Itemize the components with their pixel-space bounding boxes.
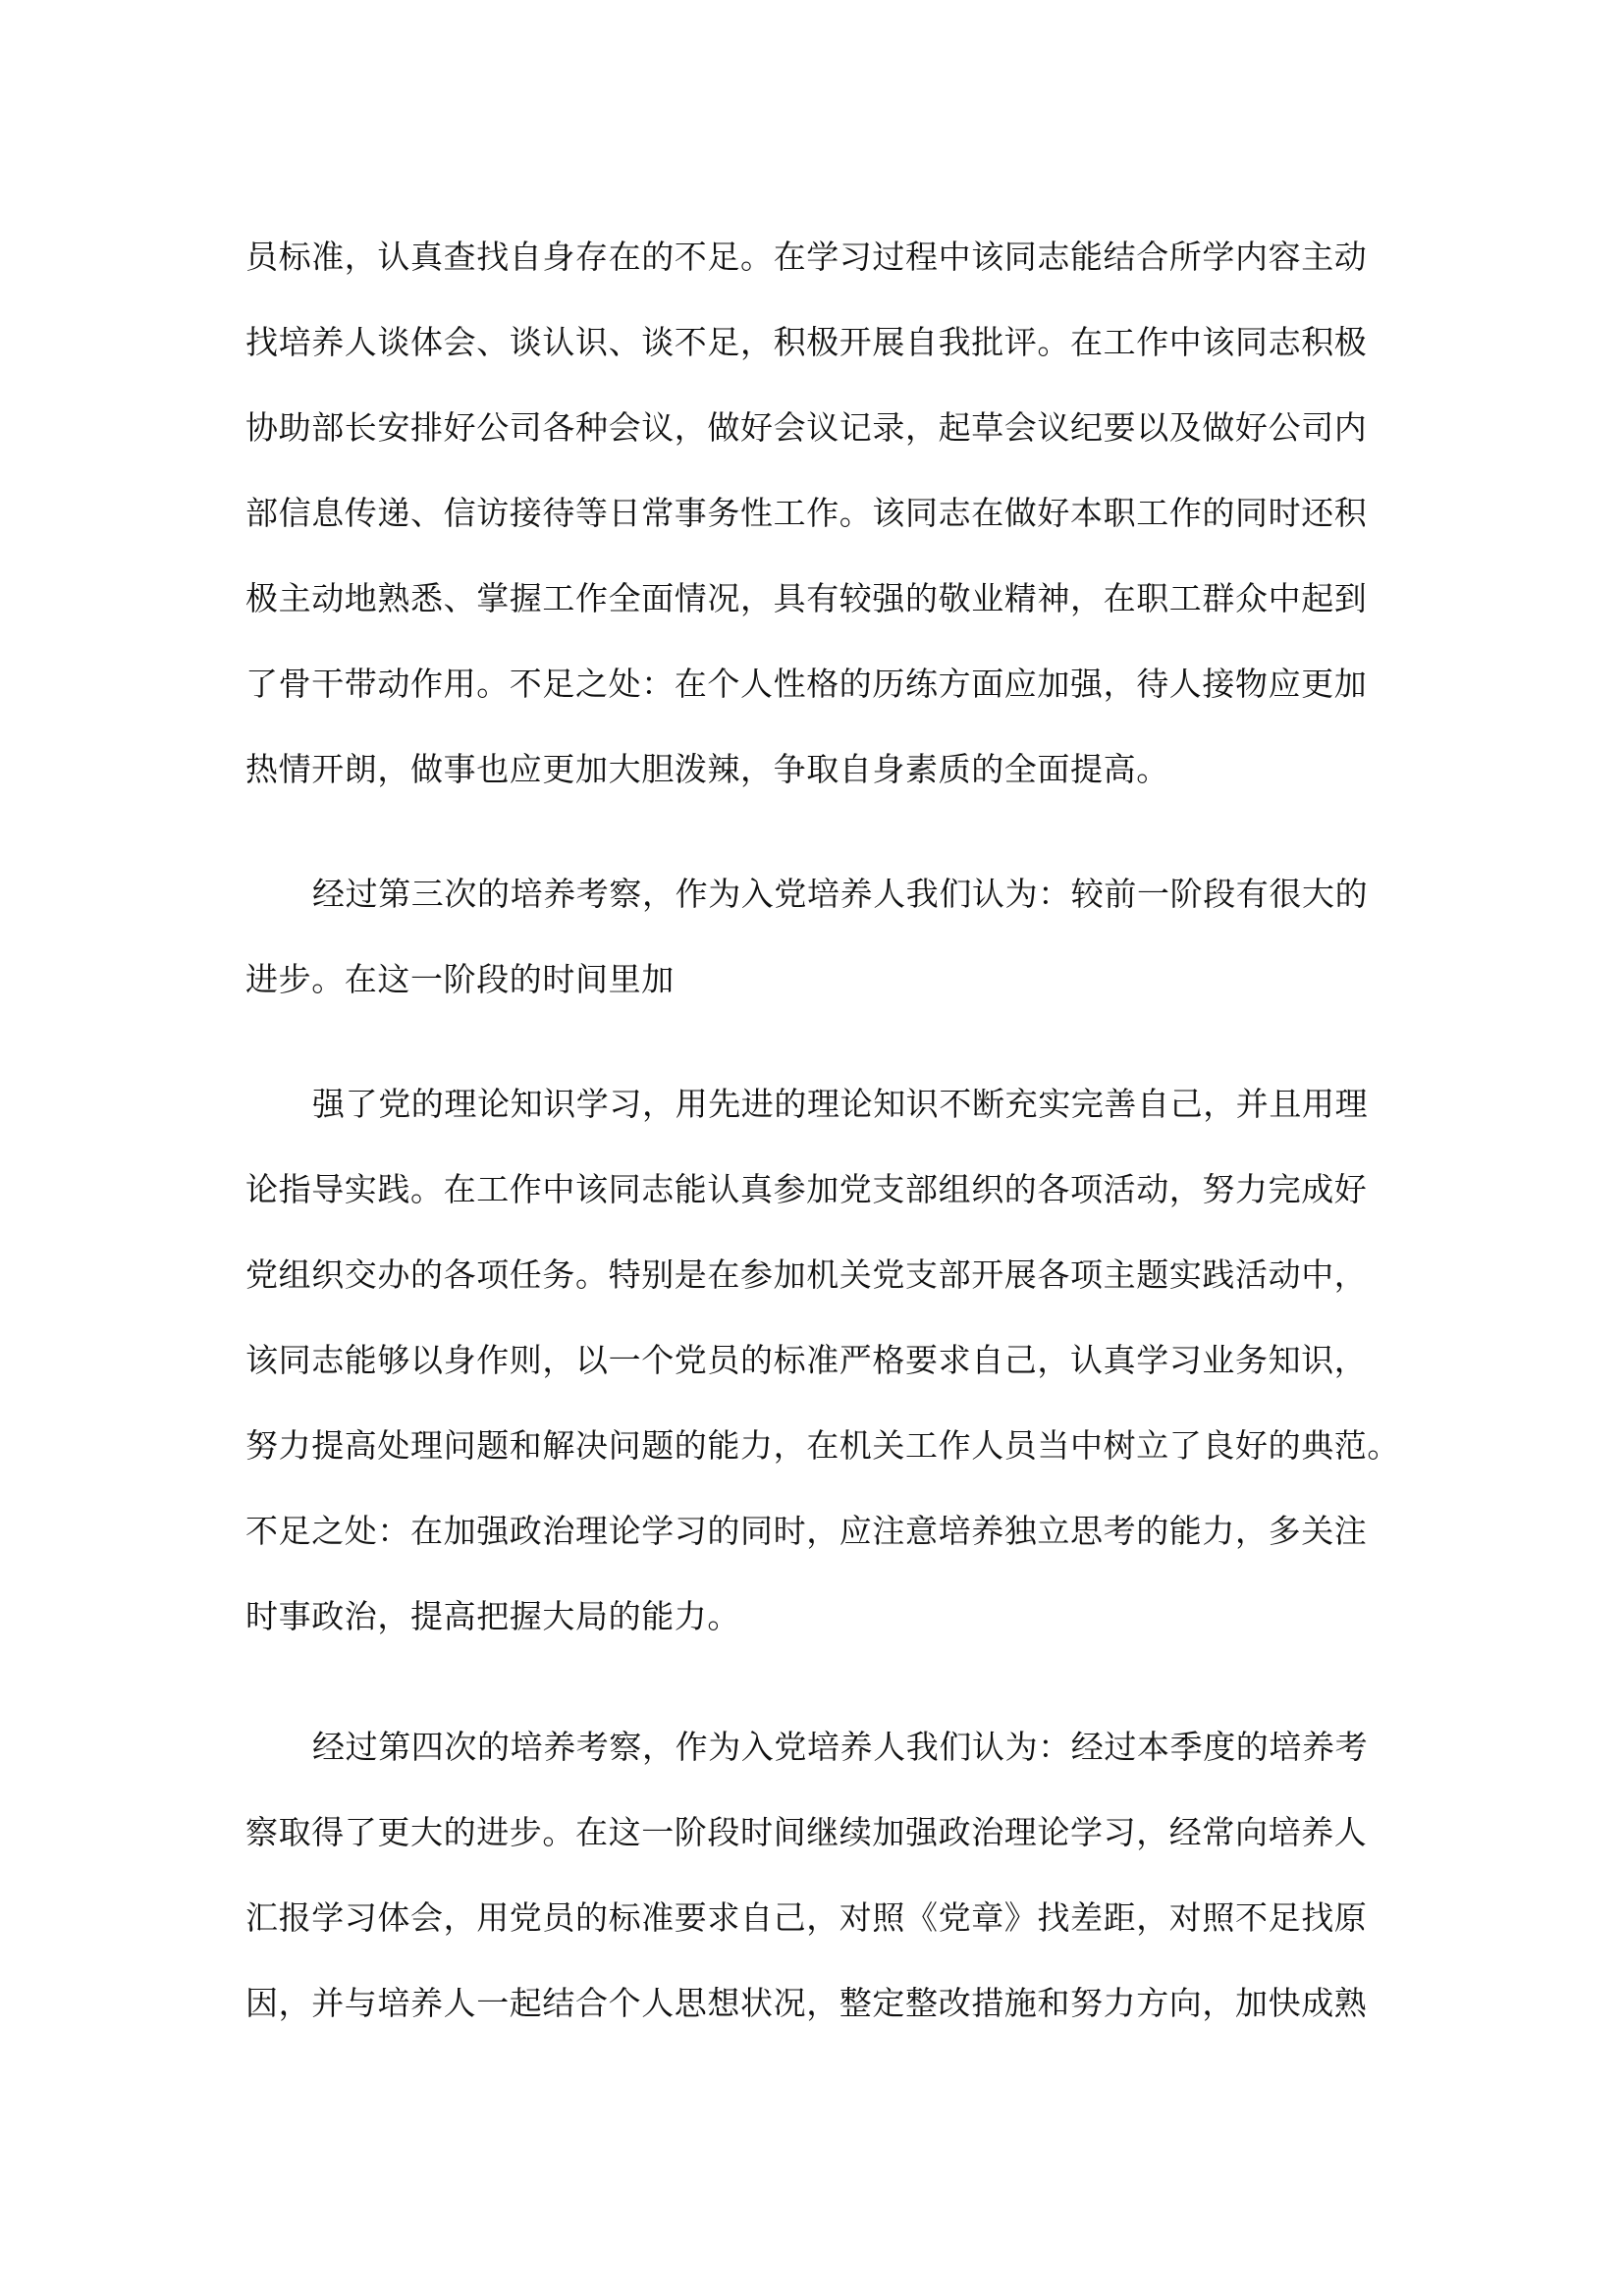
text-line: 进步。在这一阶段的时间里加 (245, 960, 675, 998)
text-line: 强了党的理论知识学习，用先进的理论知识不断充实完善自己，并且用理 (312, 1085, 1369, 1123)
text-line: 论指导实践。在工作中该同志能认真参加党支部组织的各项活动，努力完成好 (245, 1170, 1368, 1208)
text-line: 该同志能够以身作则，以一个党员的标准严格要求自己，认真学习业务知识， (245, 1341, 1368, 1379)
text-line: 了骨干带动作用。不足之处：在个人性格的历练方面应加强，待人接物应更加 (245, 665, 1368, 703)
text-line: 汇报学习体会，用党员的标准要求自己，对照《党章》找差距，对照不足找原 (245, 1898, 1368, 1937)
text-line: 经过第三次的培养考察，作为入党培养人我们认为：较前一阶段有很大的 (312, 875, 1369, 913)
text-line: 部信息传递、信访接待等日常事务性工作。该同志在做好本职工作的同时还积 (245, 494, 1368, 532)
text-line: 因，并与培养人一起结合个人思想状况，整定整改措施和努力方向，加快成熟 (245, 1984, 1368, 2022)
text-line: 不足之处：在加强政治理论学习的同时，应注意培养独立思考的能力，多关注 (245, 1512, 1368, 1550)
text-line: 察取得了更大的进步。在这一阶段时间继续加强政治理论学习，经常向培养人 (245, 1813, 1368, 1851)
text-line: 努力提高处理问题和解决问题的能力，在机关工作人员当中树立了良好的典范。 (245, 1426, 1400, 1465)
text-line: 找培养人谈体会、谈认识、谈不足，积极开展自我批评。在工作中该同志积极 (245, 323, 1368, 361)
text-line: 协助部长安排好公司各种会议，做好会议记录，起草会议纪要以及做好公司内 (245, 408, 1368, 447)
text-line: 热情开朗，做事也应更加大胆泼辣，争取自身素质的全面提高。 (245, 750, 1169, 788)
text-line: 员标准，认真查找自身存在的不足。在学习过程中该同志能结合所学内容主动 (245, 238, 1368, 276)
text-line: 党组织交办的各项任务。特别是在参加机关党支部开展各项主题实践活动中， (245, 1255, 1368, 1294)
text-line: 极主动地熟悉、掌握工作全面情况，具有较强的敬业精神，在职工群众中起到 (245, 579, 1368, 617)
text-line: 经过第四次的培养考察，作为入党培养人我们认为：经过本季度的培养考 (312, 1728, 1369, 1766)
text-line: 时事政治，提高把握大局的能力。 (245, 1597, 740, 1635)
